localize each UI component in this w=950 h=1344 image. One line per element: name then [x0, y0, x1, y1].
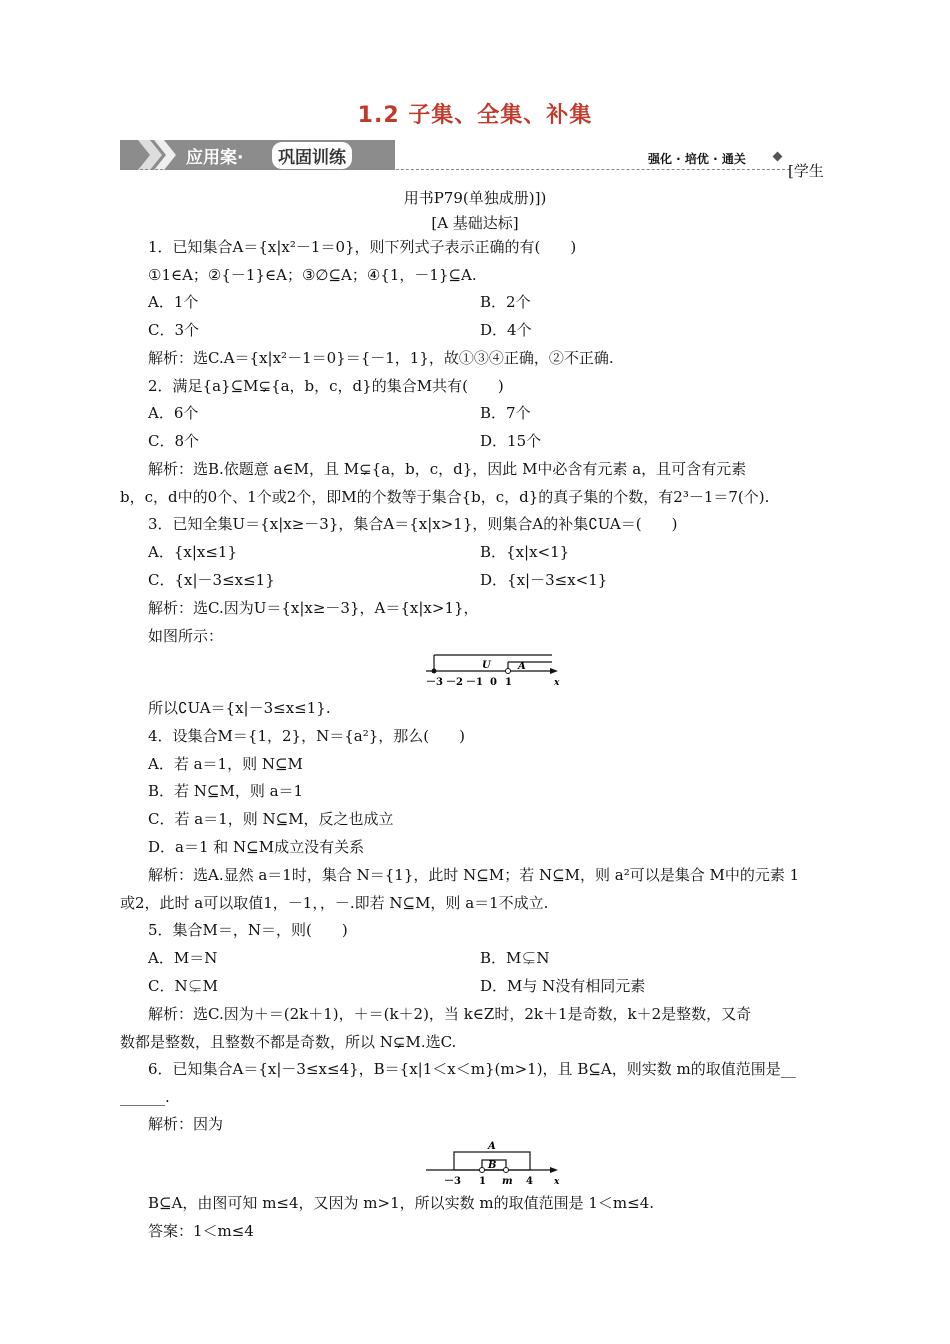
q1-solution: 解析：选C.A＝{x|x²－1＝0}＝{－1，1}，故①③④正确，②不正确.	[148, 349, 614, 367]
q3-figure-caption: 如图所示：	[148, 627, 224, 645]
q3-stem: 3．已知全集U＝{x|x≥－3}，集合A＝{x|x>1}，则集合A的补集∁UA＝( )	[148, 515, 678, 533]
banner-label-right: 巩固训练	[272, 142, 352, 169]
q5-option-d: D．M与 N没有相同元素	[480, 977, 646, 995]
q4-option-c: C．若 a＝1，则 N⊆M，反之也成立	[148, 810, 394, 828]
set-a-label: A	[518, 661, 526, 672]
q5-solution-1: 解析：选C.因为＋＝(2k＋1)，＋＝(k＋2)，当 k∈Z时，2k＋1是奇数，k＋2是整数，又奇	[148, 1005, 752, 1023]
tick-label: m	[502, 1176, 513, 1187]
q2-option-c: C．8个	[148, 432, 200, 450]
tick-label: 0	[490, 677, 497, 688]
chevron-arrows-icon	[120, 140, 180, 170]
q1-option-a: A．1个	[148, 293, 199, 311]
set-a-label: A	[488, 1141, 496, 1152]
tick-label: －3	[426, 677, 443, 688]
axis-label: x	[554, 1177, 560, 1187]
tick-label: 1	[505, 677, 512, 688]
tick-label: －2	[446, 677, 463, 688]
q1-stem: 1．已知集合A＝{x|x²－1＝0}，则下列式子表示正确的有( )	[148, 238, 577, 256]
q5-stem: 5．集合M＝，N＝，则( )	[148, 921, 348, 939]
set-u-label: U	[482, 660, 491, 671]
student-ref-start: [学生	[788, 162, 824, 180]
student-ref-end: 用书P79(单独成册)])	[403, 189, 547, 207]
q5-solution-2: 数都是整数，且整数不都是奇数，所以 N⊊M.选C.	[120, 1033, 457, 1051]
q6-solution-intro: 解析：因为	[148, 1115, 224, 1133]
q2-option-b: B．7个	[480, 404, 531, 422]
q4-option-d: D．a＝1 和 N⊆M成立没有关系	[148, 838, 365, 856]
q2-option-a: A．6个	[148, 404, 199, 422]
header-tagline: 强化 · 培优 · 通关	[648, 152, 746, 166]
q4-stem: 4．设集合M＝{1，2}，N＝{a²}，那么( )	[148, 727, 465, 745]
q2-solution-2: b，c，d中的0个、1个或2个，即M的个数等于集合{b，c，d}的真子集的个数，有2³－1＝7(个).	[120, 488, 770, 506]
q3-option-d: D．{x|－3≤x<1}	[480, 571, 608, 589]
section-heading: [A 基础达标]	[431, 214, 519, 232]
q4-option-b: B．若 N⊆M，则 a＝1	[148, 782, 304, 800]
diamond-icon	[773, 152, 783, 162]
q5-option-c: C．N⊊M	[148, 977, 218, 995]
tick-label: －3	[444, 1176, 461, 1187]
q5-option-b: B．M⊊N	[480, 949, 550, 967]
q6-stem: 6．已知集合A＝{x|－3≤x≤4}，B＝{x|1＜x＜m}(m>1)，且 B⊆A，则实数 m的取值范围是__	[148, 1060, 796, 1078]
tick-label: －1	[466, 677, 483, 688]
section-banner	[120, 140, 395, 170]
q4-solution-1: 解析：选A.显然 a＝1时，集合 N＝{1}，此时 N⊆M；若 N⊆M，则 a²可以是集合 M中的元素 1	[148, 866, 800, 884]
q2-option-d: D．15个	[480, 432, 542, 450]
q5-option-a: A．M＝N	[148, 949, 218, 967]
q1-option-d: D．4个	[480, 321, 532, 339]
q6-solution: B⊆A，由图可知 m≤4，又因为 m>1，所以实数 m的取值范围是 1＜m≤4.	[148, 1194, 655, 1212]
set-b-label: B	[488, 1160, 497, 1171]
q4-option-a: A．若 a＝1，则 N⊆M	[148, 755, 303, 773]
q6-blank: ______.	[120, 1088, 170, 1106]
number-line-figure-2	[420, 1138, 570, 1188]
q2-stem: 2．满足{a}⊆M⊊{a，b，c，d}的集合M共有( )	[148, 377, 504, 395]
page-title: 1.2 子集、全集、补集	[357, 103, 593, 128]
q3-option-b: B．{x|x<1}	[480, 543, 570, 561]
header-rule	[120, 169, 790, 170]
q3-option-c: C．{x|－3≤x≤1}	[148, 571, 275, 589]
tick-label: 4	[526, 1176, 533, 1187]
q1-option-c: C．3个	[148, 321, 200, 339]
axis-label: x	[554, 678, 560, 688]
tick-label: 1	[479, 1176, 486, 1187]
q3-conclusion: 所以∁UA＝{x|－3≤x≤1}.	[148, 699, 331, 717]
q1-option-b: B．2个	[480, 293, 531, 311]
q3-solution: 解析：选C.因为U＝{x|x≥－3}，A＝{x|x>1}，	[148, 599, 479, 617]
q1-statements: ①1∈A；②{－1}∈A；③∅⊆A；④{1，－1}⊆A.	[148, 266, 477, 284]
number-line-figure-1	[420, 651, 570, 691]
q6-answer: 答案：1＜m≤4	[148, 1222, 254, 1240]
banner-label-left: 应用案·	[186, 148, 244, 168]
q2-solution-1: 解析：选B.依题意 a∈M，且 M⊊{a，b，c，d}，因此 M中必含有元素 a，且可含有元素	[148, 460, 747, 478]
q4-solution-2: 或2，此时 a可以取值1，－1，，－.即若 N⊆M，则 a＝1不成立.	[120, 894, 549, 912]
q3-option-a: A．{x|x≤1}	[148, 543, 238, 561]
